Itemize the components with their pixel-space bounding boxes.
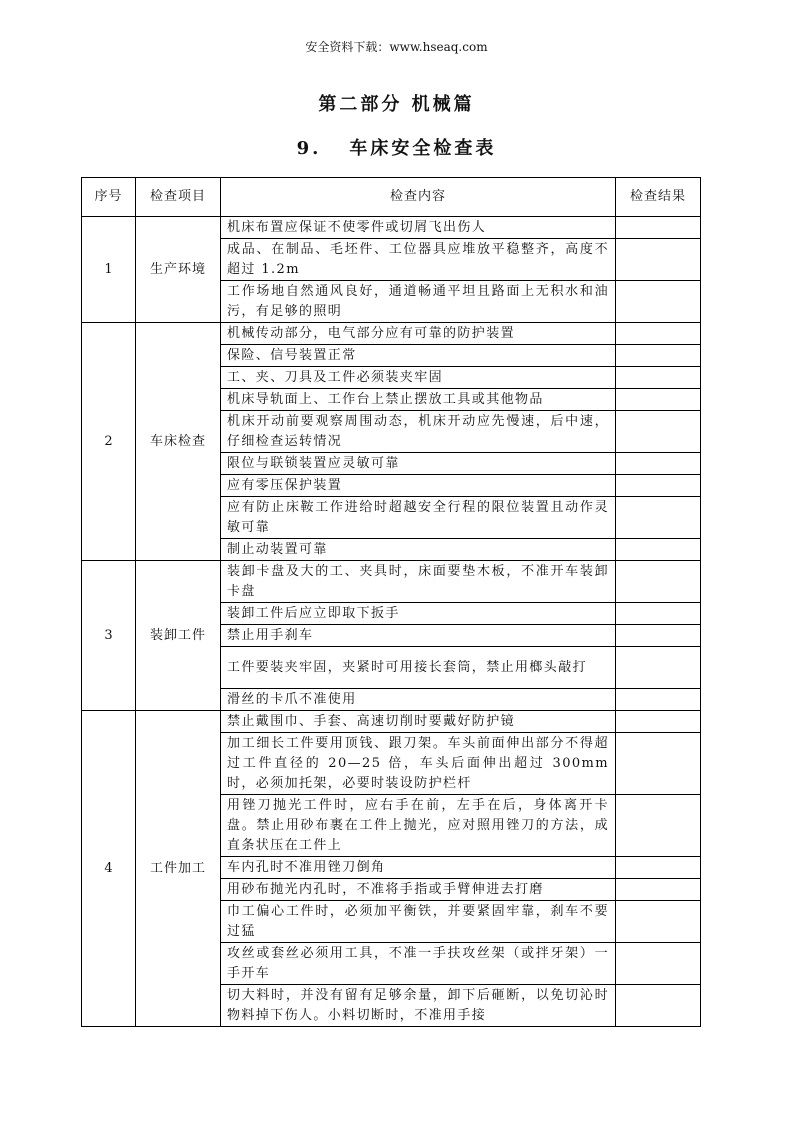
- check-content-cell: 机床布置应保证不使零件或切屑飞出伤人: [221, 217, 616, 239]
- column-header-result: 检查结果: [616, 178, 701, 217]
- check-content-cell: 用砂布抛光内孔时，不准将手指或手臂伸进去打磨: [221, 879, 616, 901]
- check-result-cell[interactable]: [616, 733, 701, 795]
- check-content-cell: 机床开动前要观察周围动态，机床开动应先慢速，后中速，仔细检查运转情况: [221, 411, 616, 453]
- table-row: [82, 711, 701, 733]
- check-content-cell: 切大料时，并没有留有足够余量，卸下后砸断，以免切沁时物料掉下伤人。小料切断时，不准用手接: [221, 985, 616, 1027]
- part-title: 第二部分 机械篇: [318, 94, 475, 115]
- check-content-cell: 工、夹、刀具及工件必须装夹牢固: [221, 367, 616, 389]
- check-result-cell[interactable]: [616, 795, 701, 857]
- check-content-cell: 机床导轨面上、工作台上禁止摆放工具或其他物品: [221, 389, 616, 411]
- check-item-cell: 车床检查: [136, 323, 221, 561]
- check-content-cell: 机械传动部分，电气部分应有可靠的防护装置: [221, 323, 616, 345]
- table-body: [82, 217, 701, 1027]
- check-result-cell[interactable]: [616, 497, 701, 539]
- check-result-cell[interactable]: [616, 411, 701, 453]
- check-content-cell: 禁止戴围巾、手套、高速切削时要戴好防护镜: [221, 711, 616, 733]
- table-header-row: [82, 178, 701, 217]
- check-result-cell[interactable]: [616, 647, 701, 689]
- row-number-cell: 3: [82, 561, 136, 711]
- check-item-cell: 装卸工件: [136, 561, 221, 711]
- row-number-cell: 4: [82, 711, 136, 1027]
- table-number: 9.: [296, 138, 322, 159]
- check-content-cell: 制止动装置可靠: [221, 539, 616, 561]
- check-item-cell: 生产环境: [136, 217, 221, 323]
- header-download-link[interactable]: 安全资料下载：www.hseaq.com: [305, 40, 488, 54]
- check-result-cell[interactable]: [616, 901, 701, 943]
- check-content-cell: 限位与联锁装置应灵敏可靠: [221, 453, 616, 475]
- check-result-cell[interactable]: [616, 561, 701, 603]
- check-item-cell: 工件加工: [136, 711, 221, 1027]
- check-content-cell: 滑丝的卡爪不准使用: [221, 689, 616, 711]
- check-result-cell[interactable]: [616, 345, 701, 367]
- check-result-cell[interactable]: [616, 879, 701, 901]
- check-content-cell: 巾工偏心工件时，必须加平衡铁，并要紧固牢靠，刹车不要过猛: [221, 901, 616, 943]
- table-title: [0, 134, 793, 160]
- check-content-cell: 应有防止床鞍工作进给时超越安全行程的限位装置且动作灵敏可靠: [221, 497, 616, 539]
- check-result-cell[interactable]: [616, 857, 701, 879]
- check-content-cell: 工作场地自然通风良好，通道畅通平坦且路面上无积水和油污，有足够的照明: [221, 281, 616, 323]
- check-result-cell[interactable]: [616, 539, 701, 561]
- check-result-cell[interactable]: [616, 943, 701, 985]
- check-content-cell: 应有零压保护装置: [221, 475, 616, 497]
- checklist-table: [81, 177, 701, 1027]
- check-content-cell: 禁止用手刹车: [221, 625, 616, 647]
- table-title-text: 车床安全检查表: [349, 138, 497, 159]
- row-number-cell: 2: [82, 323, 136, 561]
- check-result-cell[interactable]: [616, 281, 701, 323]
- check-content-cell: 攻丝或套丝必须用工具，不准一手扶攻丝架（或拌牙架）一手开车: [221, 943, 616, 985]
- check-result-cell[interactable]: [616, 367, 701, 389]
- check-result-cell[interactable]: [616, 453, 701, 475]
- check-result-cell[interactable]: [616, 323, 701, 345]
- table-row: [82, 323, 701, 345]
- check-result-cell[interactable]: [616, 239, 701, 281]
- check-result-cell[interactable]: [616, 389, 701, 411]
- check-content-cell: 保险、信号装置正常: [221, 345, 616, 367]
- check-content-cell: 装卸卡盘及大的工、夹具时，床面要垫木板，不准开车装卸卡盘: [221, 561, 616, 603]
- check-result-cell[interactable]: [616, 625, 701, 647]
- column-header-no: 序号: [82, 178, 136, 217]
- check-result-cell[interactable]: [616, 711, 701, 733]
- check-result-cell[interactable]: [616, 603, 701, 625]
- table-row: [82, 217, 701, 239]
- row-number-cell: 1: [82, 217, 136, 323]
- check-content-cell: 工件要装夹牢固，夹紧时可用接长套筒，禁止用榔头敲打: [221, 647, 616, 689]
- table-row: [82, 561, 701, 603]
- check-content-cell: 装卸工件后应立即取下扳手: [221, 603, 616, 625]
- check-result-cell[interactable]: [616, 475, 701, 497]
- column-header-item: 检查项目: [136, 178, 221, 217]
- check-result-cell[interactable]: [616, 689, 701, 711]
- check-content-cell: 车内孔时不准用锉刀倒角: [221, 857, 616, 879]
- column-header-content: 检查内容: [221, 178, 616, 217]
- check-content-cell: 用锉刀抛光工件时，应右手在前，左手在后，身体离开卡盘。禁止用砂布裹在工件上抛光，应对照用锉刀的方法，成直条状压在工件上: [221, 795, 616, 857]
- check-content-cell: 成品、在制品、毛坯件、工位器具应堆放平稳整齐，高度不超过 1.2m: [221, 239, 616, 281]
- check-result-cell[interactable]: [616, 985, 701, 1027]
- check-content-cell: 加工细长工件要用顶钱、跟刀架。车头前面伸出部分不得超过工件直径的 20—25 倍，车头后面伸出超过 300mm 时，必须加托架，必要时装设防护栏杆: [221, 733, 616, 795]
- check-result-cell[interactable]: [616, 217, 701, 239]
